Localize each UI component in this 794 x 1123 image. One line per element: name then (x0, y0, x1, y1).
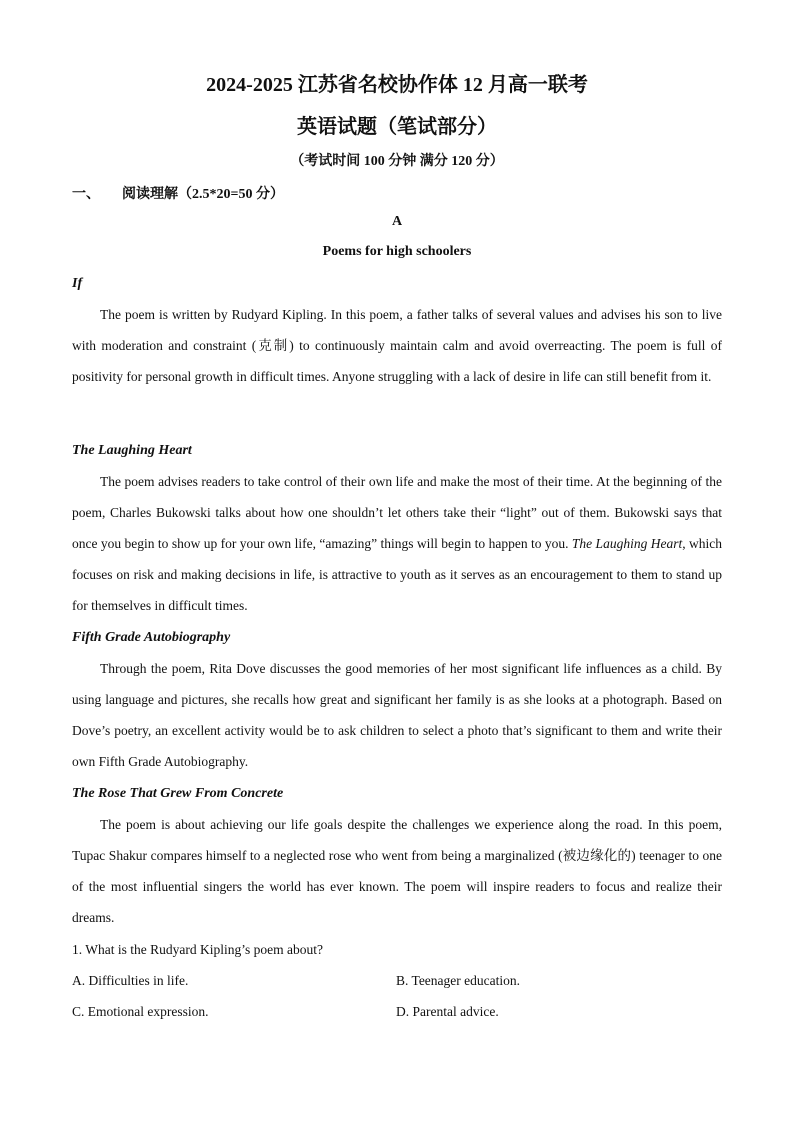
poem-title-rose-concrete: The Rose That Grew From Concrete (72, 786, 284, 801)
poem-title-laughing-heart: The Laughing Heart (72, 443, 192, 458)
section-heading (72, 183, 284, 203)
poem-paragraph-laughing-heart (72, 466, 722, 621)
paragraph-text: , which focuses on risk and making decisions in life, is attractive to youth as it serves as an encouragement to them to stand up for themselves in difficult times. (72, 536, 722, 613)
question-stem: 1. What is the Rudyard Kipling’s poem about? (72, 942, 323, 957)
exam-info: （考试时间 100 分钟 满分 120 分） (290, 154, 504, 169)
paragraph-text: The poem advises readers to take control of their own life and make the most of their time. At the beginning of the poem, Charles Bukowski talks about how one shouldn’t let others take their “light” out of them. Bukowski says that once you begin to show up for your own life, “amazing” things will begin to happen to you. (72, 474, 722, 551)
option-d[interactable]: D. Parental advice. (396, 1004, 499, 1019)
passage-title: Poems for high schoolers (322, 244, 472, 259)
option-c[interactable]: C. Emotional expression. (72, 1004, 209, 1019)
section-number: 一、 (72, 187, 100, 202)
section-name: 阅读理解（2.5*20=50 分） (122, 187, 284, 202)
passage-letter: A (391, 214, 403, 229)
poem-title-fifth-grade: Fifth Grade Autobiography (72, 630, 231, 645)
exam-subtitle: 英语试题（笔试部分） (297, 116, 497, 138)
poem-title-if: If (72, 276, 83, 291)
option-b[interactable]: B. Teenager education. (396, 973, 521, 988)
option-a[interactable]: A. Difficulties in life. (72, 973, 189, 988)
poem-paragraph-rose-concrete: The poem is about achieving our life goals despite the challenges we experience along the road. In this poem, Tupac Shakur compares himself to a neglected rose who went from being a marginalized (被边缘化的) teenager to one of the most influential singers the world has ever known. The poem will inspire readers to focus and realize their dreams. (72, 817, 722, 925)
poem-title-reference: The Laughing Heart (571, 536, 683, 551)
exam-title: 2024-2025 江苏省名校协作体 12 月高一联考 (206, 74, 588, 96)
poem-paragraph-fifth-grade: Through the poem, Rita Dove discusses the good memories of her most significant life influences as a child. By using language and pictures, she recalls how great and significant her family is as she looks at a photograph. Based on Dove’s poetry, an excellent activity would be to ask children to select a photo that’s significant to them and write their own Fifth Grade Autobiography. (72, 661, 722, 769)
poem-paragraph-if: The poem is written by Rudyard Kipling. In this poem, a father talks of several values and advises his son to live with moderation and constraint (克制) to continuously maintain calm and avoid overreacting. The poem is full of positivity for personal growth in difficult times. Anyone struggling with a lack of desire in life can still benefit from it. (72, 307, 722, 384)
